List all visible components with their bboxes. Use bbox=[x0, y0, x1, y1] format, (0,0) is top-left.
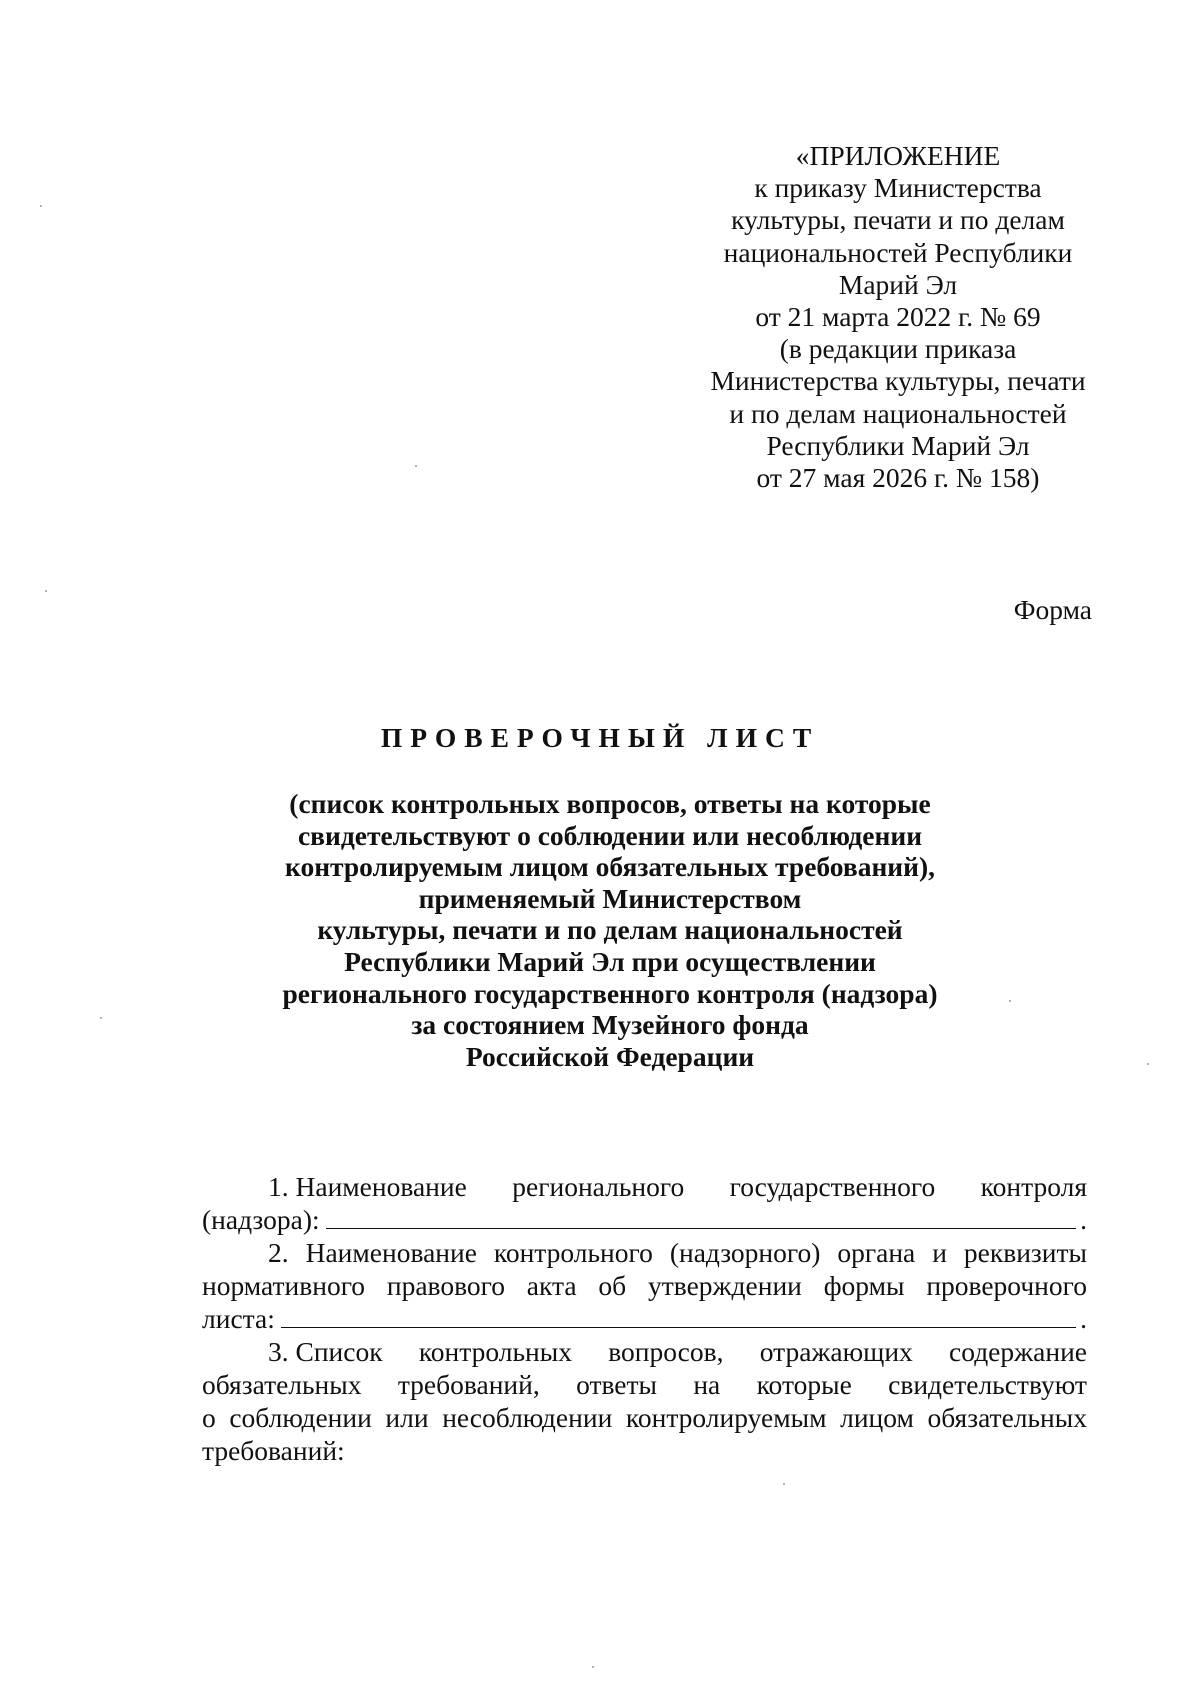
appendix-line: к приказу Министерства bbox=[754, 172, 1042, 204]
document-subtitle bbox=[250, 788, 970, 1072]
item-3-word: отражающих bbox=[759, 1336, 913, 1367]
scan-speck bbox=[592, 1666, 594, 1668]
item-3-line-1 bbox=[202, 1335, 1087, 1368]
appendix-line: национальностей Республики bbox=[723, 236, 1073, 268]
item-1-blank-field[interactable] bbox=[326, 1203, 1077, 1229]
scan-speck bbox=[100, 1017, 102, 1019]
item-3-word: содержание bbox=[949, 1336, 1087, 1367]
appendix-line: Министерства культуры, печати bbox=[710, 365, 1086, 397]
appendix-line: и по делам национальностей bbox=[729, 397, 1067, 429]
item-1-word: 1. Наименование bbox=[268, 1171, 467, 1202]
subtitle-line: применяемый Министерством bbox=[418, 882, 802, 914]
subtitle-line: регионального государственного контроля (надзора) bbox=[282, 977, 938, 1009]
item-2-line-2 bbox=[202, 1269, 1087, 1302]
appendix-line: культуры, печати и по делам bbox=[731, 204, 1065, 236]
scan-speck bbox=[415, 465, 417, 467]
item-3-word: обязательных bbox=[202, 1369, 362, 1400]
subtitle-line: Республики Марий Эл при осуществлении bbox=[344, 945, 876, 977]
item-3-word: на bbox=[693, 1369, 721, 1400]
item-3-line-2 bbox=[202, 1368, 1087, 1401]
item-1-word: контроля bbox=[980, 1171, 1087, 1202]
item-3-word: вопросов, bbox=[608, 1336, 724, 1367]
subtitle-line: (список контрольных вопросов, ответы на которые bbox=[289, 788, 931, 819]
item-2-line-1 bbox=[202, 1236, 1087, 1269]
subtitle-line: культуры, печати и по делам национальностей bbox=[317, 914, 903, 946]
item-1-word: государственного bbox=[729, 1171, 936, 1202]
scan-speck bbox=[1009, 1000, 1011, 1002]
item-1-line-1 bbox=[202, 1170, 1087, 1203]
item-2-blank-field[interactable] bbox=[281, 1302, 1076, 1328]
item-3-word: ответы bbox=[576, 1369, 657, 1400]
item-2-text: 2. Наименование контрольного (надзорного) органа и реквизиты bbox=[268, 1237, 1087, 1268]
form-label: Форма bbox=[1013, 594, 1092, 625]
item-2-line-3 bbox=[202, 1302, 1087, 1335]
item-2-period: . bbox=[1080, 1303, 1087, 1334]
item-3-line-4 bbox=[202, 1434, 1087, 1467]
document-title: ПРОВЕРОЧНЫЙ ЛИСТ bbox=[380, 722, 820, 753]
item-3-line-3 bbox=[202, 1401, 1087, 1434]
appendix-line: от 27 мая 2026 г. № 158) bbox=[756, 462, 1040, 494]
item-3-word: требований, bbox=[397, 1369, 540, 1400]
item-2-label: листа: bbox=[202, 1303, 275, 1334]
appendix-line: от 21 марта 2022 г. № 69 bbox=[755, 301, 1041, 333]
item-1-word: регионального bbox=[512, 1171, 685, 1202]
item-3-word: свидетельствуют bbox=[888, 1369, 1087, 1400]
item-3-text: требований: bbox=[202, 1435, 345, 1466]
item-3-word: которые bbox=[756, 1369, 852, 1400]
item-3-word: контрольных bbox=[418, 1336, 572, 1367]
item-1-line-2 bbox=[202, 1203, 1087, 1236]
scan-speck bbox=[1147, 1063, 1149, 1065]
appendix-header bbox=[688, 140, 1108, 494]
appendix-line: Марий Эл bbox=[838, 268, 958, 300]
appendix-line: «ПРИЛОЖЕНИЕ bbox=[795, 140, 1001, 171]
document-body bbox=[202, 1170, 1087, 1467]
appendix-line: Республики Марий Эл bbox=[766, 429, 1030, 461]
item-1-label: (надзора): bbox=[202, 1204, 320, 1235]
item-2-text: нормативного правового акта об утверждении формы проверочного bbox=[202, 1270, 1087, 1301]
subtitle-line: Российской Федерации bbox=[465, 1040, 755, 1072]
item-1-period: . bbox=[1080, 1204, 1087, 1235]
subtitle-line: свидетельствуют о соблюдении или несоблюдении bbox=[297, 819, 923, 851]
scan-speck bbox=[45, 590, 47, 592]
item-3-word: 3. Список bbox=[268, 1336, 383, 1367]
item-3-text: о соблюдении или несоблюдении контролируемым лицом обязательных bbox=[202, 1402, 1087, 1433]
subtitle-line: за состоянием Музейного фонда bbox=[411, 1009, 809, 1041]
appendix-line: (в редакции приказа bbox=[779, 333, 1017, 365]
scan-speck bbox=[783, 1483, 785, 1485]
scan-speck bbox=[40, 205, 42, 207]
subtitle-line: контролируемым лицом обязательных требований), bbox=[284, 851, 936, 883]
